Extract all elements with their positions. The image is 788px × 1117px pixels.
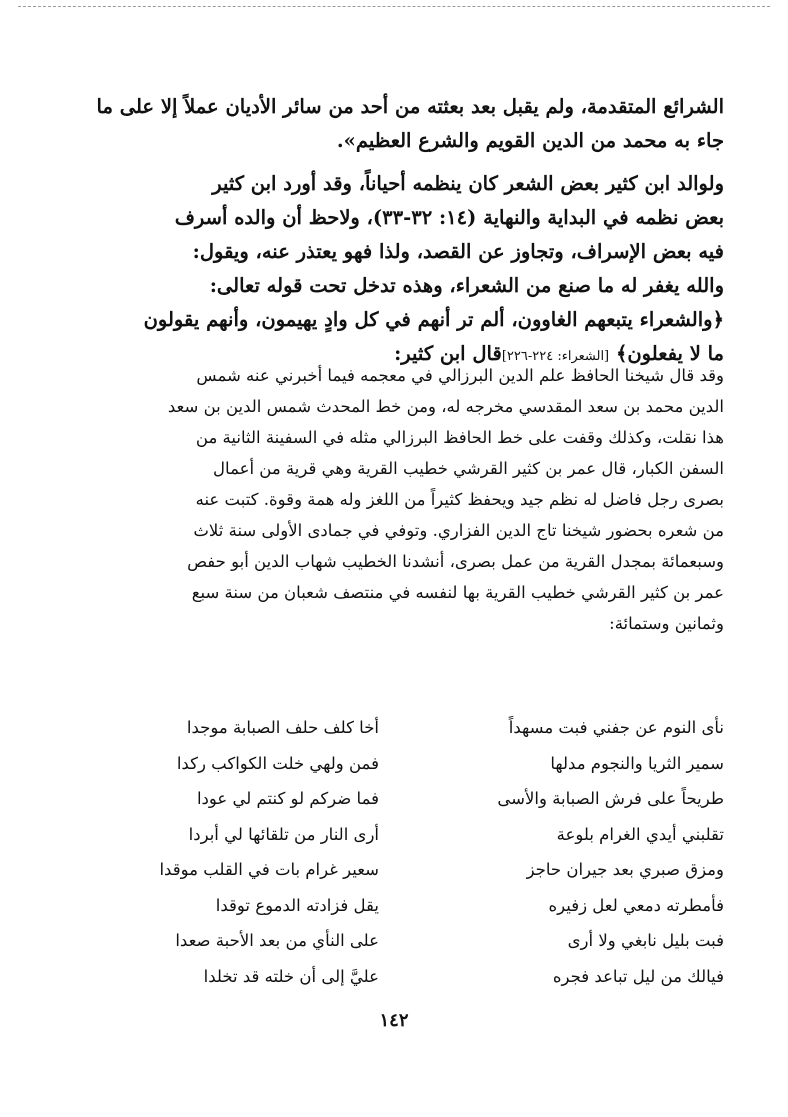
text-line: وسبعمائة بمجدل القرية من عمل بصرى، أنشدنا الخطيب شهاب الدين أبو حفص [187, 552, 724, 571]
top-scan-border [18, 6, 770, 7]
poem-verse [64, 923, 724, 959]
text-line: الشرائع المتقدمة، ولم يقبل بعد بعثته من أحد من سائر الأديان عملاً إلا على ما [96, 95, 724, 118]
quran-citation: [الشعراء: ٢٢٤-٢٢٦] [501, 349, 610, 364]
text-line: جاء به محمد من الدين القويم والشرع العظيم». [336, 129, 724, 152]
poem-verse [64, 852, 724, 888]
text-line: فيه بعض الإسراف، وتجاوز عن القصد، ولذا فهو يعتذر عنه، ويقول: [192, 240, 724, 263]
paragraph-2 [64, 167, 724, 374]
poem-second-hemistich: يقل فزادته الدموع توقدا [215, 895, 379, 915]
text-line: بعض نظمه في البداية والنهاية (١٤: ٣٢-٣٣)، ولاحظ أن والده أسرف [174, 206, 724, 229]
paragraph-3-quotation [64, 360, 724, 639]
poem-second-hemistich: عليَّ إلى أن خلته قد تخلدا [203, 966, 379, 986]
text-line: بصرى رجل فاضل له نظم جيد ويحفظ كثيراً من اللغز وله همة وقوة. كتبت عنه [195, 490, 724, 509]
poem [64, 710, 724, 994]
poem-first-hemistich: فيالك من ليل تباعد فجره [552, 966, 724, 986]
poem-first-hemistich: ومزق صبري بعد جيران حاجز [526, 860, 724, 879]
poem-verse [64, 710, 724, 746]
quote-intro: قال ابن كثير: [394, 342, 502, 365]
poem-second-hemistich: على النأي من بعد الأحبة صعدا [175, 931, 379, 950]
text-line: ولوالد ابن كثير بعض الشعر كان ينظمه أحياناً، وقد أورد ابن كثير [212, 172, 724, 195]
poem-first-hemistich: تقلبني أيدي الغرام بلوعة [556, 824, 724, 844]
page-number: ١٤٢ [379, 1010, 409, 1031]
poem-first-hemistich: سمير الثريا والنجوم مدلها [550, 753, 724, 773]
text-line: وثمانين وستمائة: [609, 614, 724, 633]
text-line: وقد قال شيخنا الحافظ علم الدين البرزالي في معجمه فيما أخبرني عنه شمس [196, 366, 724, 385]
poem-verse [64, 781, 724, 817]
text-line: الدين محمد بن سعد المقدسي مخرجه له، ومن خط المحدث شمس الدين بن سعد [167, 397, 724, 416]
poem-verse [64, 746, 724, 782]
poem-second-hemistich: فمن ولهي خلت الكواكب ركدا [176, 753, 379, 773]
poem-first-hemistich: نأى النوم عن جفني فبت مسهداً [508, 718, 724, 737]
poem-second-hemistich: أرى النار من تلقائها لي أبردا [188, 824, 379, 844]
poem-verse [64, 817, 724, 853]
poem-verse [64, 959, 724, 995]
quran-verse-end: ما لا يفعلون﴾ [615, 342, 724, 365]
text-line: ﴿والشعراء يتبعهم الغاوون، ألم تر أنهم في كل وادٍ يهيمون، وأنهم يقولون [143, 308, 724, 331]
paragraph-1 [64, 90, 724, 158]
poem-first-hemistich: فبت بليل نابغي ولا أرى [567, 931, 724, 950]
poem-second-hemistich: سعير غرام بات في القلب موقدا [159, 860, 379, 879]
poem-second-hemistich: فما ضركم لو كنتم لي عودا [196, 789, 379, 808]
text-line: من شعره بحضور شيخنا تاج الدين الفزاري. وتوفي في جمادى الأولى سنة ثلاث [193, 521, 724, 540]
text-line: هذا نقلت، وكذلك وقفت على خط الحافظ البرزالي مثله في السفينة الثانية من [195, 428, 724, 447]
poem-verse [64, 888, 724, 924]
poem-first-hemistich: فأمطرته دمعي لعل زفيره [548, 895, 724, 915]
poem-first-hemistich: طريحاً على فرش الصبابة والأسى [497, 789, 724, 808]
text-line: السفن الكبار، قال عمر بن كثير القرشي خطيب القرية وهي قرية من أعمال [213, 459, 724, 478]
poem-second-hemistich: أخا كلف حلف الصبابة موجدا [186, 718, 379, 737]
text-line: والله يغفر له ما صنع من الشعراء، وهذه تدخل تحت قوله تعالى: [209, 274, 724, 297]
text-line: عمر بن كثير القرشي خطيب القرية بها لنفسه في منتصف شعبان من سنة سبع [191, 583, 724, 602]
